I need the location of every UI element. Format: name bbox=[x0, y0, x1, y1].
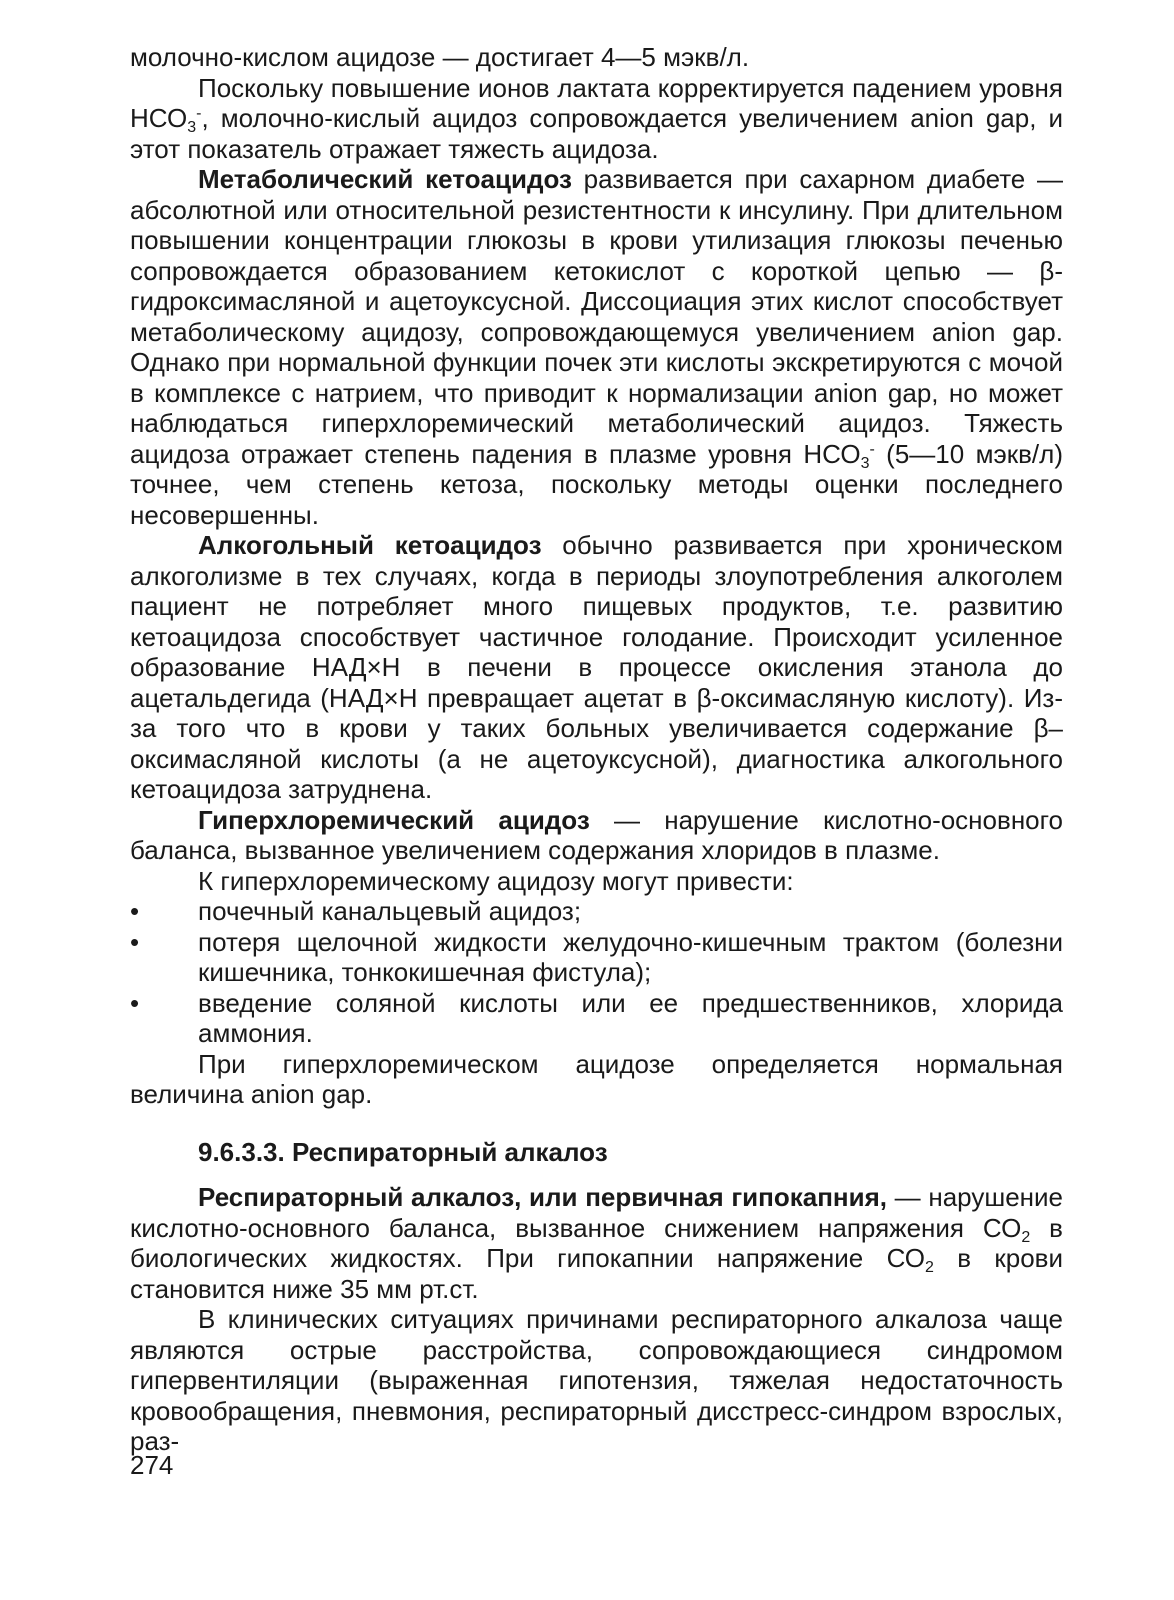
term-hyperchloremic-acidosis: Гиперхлоремический ацидоз bbox=[198, 804, 590, 835]
term-respiratory-alkalosis: Респираторный алкалоз, или первичная гипокапния, bbox=[198, 1182, 887, 1212]
paragraph-respiratory-text-b: в биологических жидкостях. При гипокапнии напряжение СО bbox=[130, 1212, 1063, 1273]
paragraph-causes-intro: К гиперхлоремическому ацидозу могут привести: bbox=[198, 865, 794, 896]
superscript-minus: - bbox=[196, 105, 202, 122]
paragraph-respiratory-text-c: в крови становится ниже 35 мм рт.ст. bbox=[130, 1243, 1063, 1304]
paragraph-hyperchloremic-text: — нарушение кислотно-основного баланса, вызванное увеличением содержания хлоридов в плазме. bbox=[130, 804, 1064, 865]
bullet-marker: • bbox=[130, 987, 140, 1018]
paragraph-lactate bbox=[130, 73, 1063, 165]
causes-list bbox=[130, 896, 1063, 1049]
paragraph-hyperchloremic-acidosis bbox=[130, 805, 1063, 866]
bullet-marker: • bbox=[130, 926, 140, 957]
list-item bbox=[130, 896, 1063, 927]
paragraph-metabolic-text-a: развивается при сахарном диабете — абсолютной или относительной резистентности к инсулину. При длительном повышении концентрации глюкозы в крови утилизация глюкозы печенью сопровождается образованием кетокислот с короткой цепью — β-гидроксимасляной и ацетоуксусной. Диссоциация этих кислот способствует метаболическому ацидозу, сопровождающемуся увеличением anion gap. Однако при нормальной функции почек эти кислоты экскретируются с мочой в комплексе с натрием, что приводит к нормализации anion gap, но может наблюдаться гиперхлоремический метаболический ацидоз. Тяжесть ацидоза отражает степень падения в плазме уровня НСО bbox=[130, 164, 1063, 469]
list-item-text: введение соляной кислоты или ее предшественников, хлорида аммония. bbox=[198, 987, 1063, 1048]
page-number: 274 bbox=[130, 1450, 174, 1480]
subscript-2: 2 bbox=[925, 1259, 934, 1276]
section-heading: 9.6.3.3. Респираторный алкалоз bbox=[198, 1136, 608, 1167]
paragraph-anion-gap-normal: При гиперхлоремическом ацидозе определяется нормальная величина anion gap. bbox=[130, 1048, 1063, 1109]
bullet-marker: • bbox=[130, 896, 140, 926]
paragraph-metabolic-ketoacidosis bbox=[130, 164, 1063, 530]
list-item-text: потеря щелочной жидкости желудочно-кишечным трактом (болезни кишечника, тонкокишечная фистула); bbox=[198, 926, 1063, 987]
list-item-text: почечный канальцевый ацидоз; bbox=[198, 896, 582, 926]
superscript-minus: - bbox=[869, 440, 875, 458]
subscript-3: 3 bbox=[187, 119, 197, 136]
page-body bbox=[130, 42, 1063, 1457]
paragraph-lactate-text-a: Поскольку повышение ионов лактата корректируется падением уровня НСО bbox=[130, 72, 1063, 133]
paragraph-respiratory-text-a: — нарушение кислотно-основного баланса, вызванное снижением напряжения СО bbox=[130, 1182, 1063, 1243]
term-metabolic-ketoacidosis: Метаболический кетоацидоз bbox=[198, 164, 572, 194]
paragraph-alcoholic-text: обычно развивается при хроническом алкоголизме в тех случаях, когда в периоды злоупотребления алкоголем пациент не потребляет много пищевых продуктов, т.е. развитию кетоацидоза способствует частичное голодание. Происходит усиленное образование НАД×Н в печени в процессе окисления этанола до ацетальдегида (НАД×Н превращает ацетат в β-оксимасляную кислоту). Из-за того что в крови у таких больных увеличивается содержание β–оксимасляной кислоты (а не ацетоуксусной), диагностика алкогольного кетоацидоза затруднена. bbox=[130, 530, 1063, 804]
subscript-2: 2 bbox=[1021, 1228, 1031, 1246]
paragraph-clinical-causes: В клинических ситуациях причинами респираторного алкалоза чаще являются острые расстройства, сопровождающиеся синдромом гипервентиляции (выраженная гипотензия, тяжелая недостаточность кровообращения, пневмония, респираторный дисстресс-синдром взрослых, раз- bbox=[130, 1304, 1063, 1456]
term-alcoholic-ketoacidosis: Алкогольный кетоацидоз bbox=[198, 530, 542, 560]
subscript-3: 3 bbox=[860, 454, 870, 472]
paragraph-lactate-text-b: , молочно-кислый ацидоз сопровождается увеличением anion gap, и этот показатель отражает тяжесть ацидоза. bbox=[130, 103, 1063, 164]
paragraph-respiratory-alkalosis bbox=[130, 1182, 1063, 1304]
paragraph-continuation: молочно-кислом ацидозе — достигает 4—5 мэкв/л. bbox=[130, 42, 750, 72]
list-item bbox=[130, 988, 1063, 1049]
paragraph-alcoholic-ketoacidosis bbox=[130, 530, 1063, 805]
list-item bbox=[130, 927, 1063, 988]
paragraph-metabolic-text-b: (5—10 мэкв/л) точнее, чем степень кетоза, поскольку методы оценки последнего несовершенны. bbox=[130, 438, 1063, 530]
